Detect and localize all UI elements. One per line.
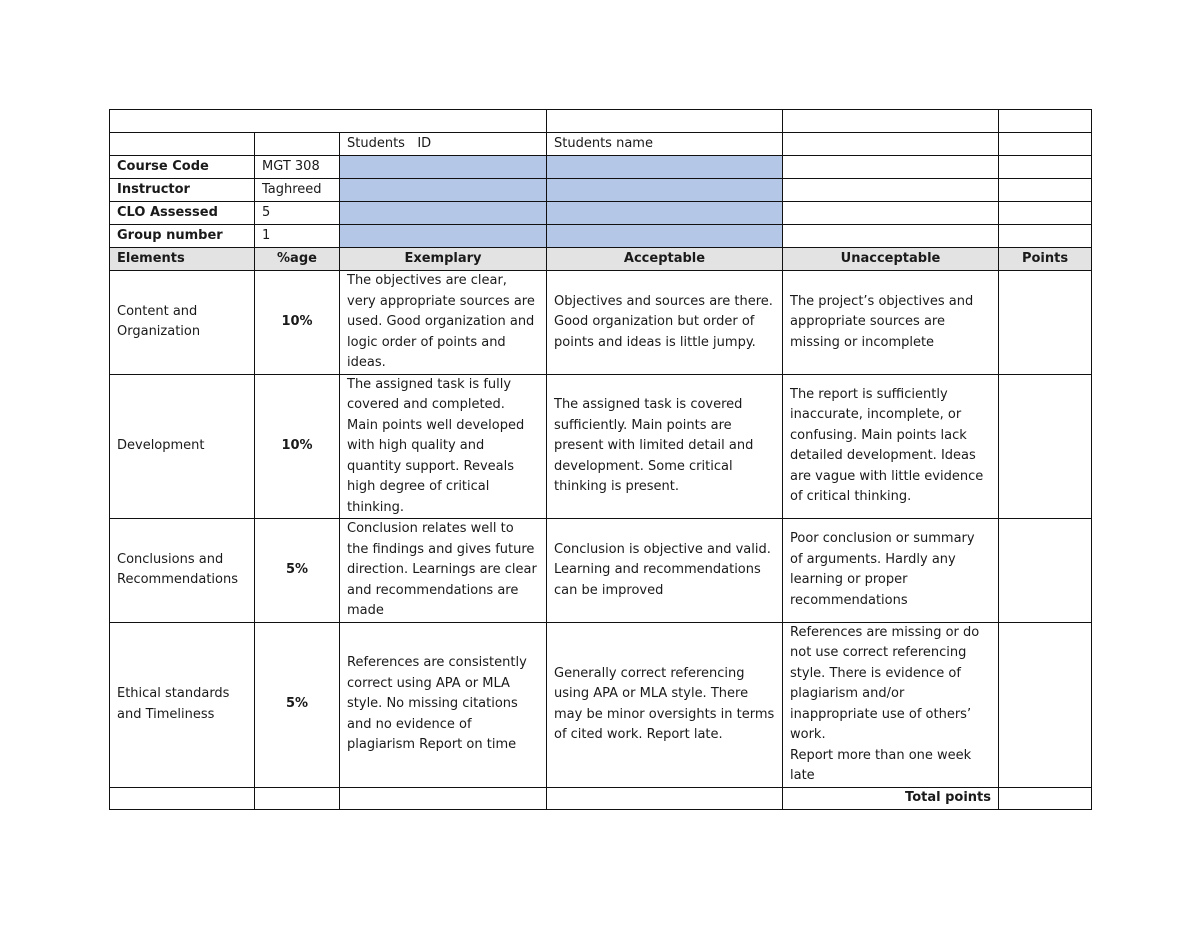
course-code-label: Course Code (110, 156, 255, 179)
criterion-exemplary: References are consistently correct using APA or MLA style. No missing citations and no evidence of plagiarism Report on time (340, 622, 547, 787)
group-number-value: 1 (255, 225, 340, 248)
criterion-row (110, 622, 1092, 787)
student-name-field[interactable] (547, 225, 783, 248)
criterion-points-field[interactable] (999, 271, 1092, 375)
total-points-field[interactable] (999, 787, 1092, 809)
empty-cell (783, 179, 999, 202)
criterion-acceptable: Generally correct referencing using APA or MLA style. There may be minor oversights in terms of cited work. Report late. (547, 622, 783, 787)
info-row-group (110, 225, 1092, 248)
criterion-unacceptable-line: References are missing or do not use correct referencing style. There is evidence of plagiarism and/or inappropriate use of others’ work. (790, 624, 980, 742)
group-number-label: Group number (110, 225, 255, 248)
criterion-points-field[interactable] (999, 374, 1092, 519)
criterion-element: Conclusions and Recommendations (110, 519, 255, 623)
rubric-sheet (109, 109, 1092, 810)
criterion-points-field[interactable] (999, 622, 1092, 787)
empty-cell (999, 110, 1092, 133)
student-id-field[interactable] (340, 225, 547, 248)
criterion-percentage: 5% (255, 519, 340, 623)
criterion-acceptable: The assigned task is covered sufficiently. Main points are present with limited detail and development. Some critical thinking is present. (547, 374, 783, 519)
header-percentage: %age (255, 248, 340, 271)
instructor-label: Instructor (110, 179, 255, 202)
criterion-element: Development (110, 374, 255, 519)
info-row-course-code (110, 156, 1092, 179)
student-name-field[interactable] (547, 179, 783, 202)
info-row-clo (110, 202, 1092, 225)
empty-cell (110, 133, 255, 156)
criterion-element: Content and Organization (110, 271, 255, 375)
empty-cell (999, 225, 1092, 248)
empty-cell (110, 787, 255, 809)
rubric-table (109, 109, 1092, 810)
criterion-unacceptable: The report is sufficiently inaccurate, incomplete, or confusing. Main points lack detailed development. Ideas are vague with little evidence of critical thinking. (783, 374, 999, 519)
student-name-field[interactable] (547, 156, 783, 179)
empty-cell (783, 156, 999, 179)
empty-cell (547, 110, 783, 133)
empty-cell (783, 110, 999, 133)
header-unacceptable: Unacceptable (783, 248, 999, 271)
empty-cell (340, 787, 547, 809)
student-id-field[interactable] (340, 156, 547, 179)
instructor-value: Taghreed (255, 179, 340, 202)
criterion-unacceptable (783, 622, 999, 787)
clo-assessed-value: 5 (255, 202, 340, 225)
empty-cell (255, 133, 340, 156)
criterion-exemplary: The assigned task is fully covered and completed. Main points well developed with high quality and quantity support. Reveals high degree of critical thinking. (340, 374, 547, 519)
student-id-field[interactable] (340, 202, 547, 225)
empty-cell (783, 225, 999, 248)
empty-cell (783, 202, 999, 225)
criterion-acceptable: Conclusion is objective and valid. Learning and recommendations can be improved (547, 519, 783, 623)
student-id-field[interactable] (340, 179, 547, 202)
criterion-unacceptable: Poor conclusion or summary of arguments. Hardly any learning or proper recommendations (783, 519, 999, 623)
criterion-acceptable: Objectives and sources are there. Good organization but order of points and ideas is little jumpy. (547, 271, 783, 375)
course-code-value: MGT 308 (255, 156, 340, 179)
total-row (110, 787, 1092, 809)
criteria-header-row (110, 248, 1092, 271)
empty-cell (255, 787, 340, 809)
criterion-exemplary: The objectives are clear, very appropriate sources are used. Good organization and logic order of points and ideas. (340, 271, 547, 375)
empty-cell (110, 110, 547, 133)
empty-cell (547, 787, 783, 809)
criterion-row (110, 271, 1092, 375)
empty-cell (783, 133, 999, 156)
header-elements: Elements (110, 248, 255, 271)
criterion-unacceptable: The project’s objectives and appropriate sources are missing or incomplete (783, 271, 999, 375)
criterion-exemplary: Conclusion relates well to the findings and gives future direction. Learnings are clear and recommendations are made (340, 519, 547, 623)
criterion-row (110, 519, 1092, 623)
blank-top-row (110, 110, 1092, 133)
total-points-label: Total points (783, 787, 999, 809)
students-name-label: Students name (547, 133, 783, 156)
header-acceptable: Acceptable (547, 248, 783, 271)
student-name-field[interactable] (547, 202, 783, 225)
student-header-row (110, 133, 1092, 156)
info-row-instructor (110, 179, 1092, 202)
header-points: Points (999, 248, 1092, 271)
criterion-unacceptable-line: Report more than one week late (790, 747, 972, 783)
empty-cell (999, 133, 1092, 156)
criterion-percentage: 10% (255, 374, 340, 519)
criterion-row (110, 374, 1092, 519)
empty-cell (999, 179, 1092, 202)
criterion-percentage: 5% (255, 622, 340, 787)
clo-assessed-label: CLO Assessed (110, 202, 255, 225)
criterion-percentage: 10% (255, 271, 340, 375)
criterion-element: Ethical standards and Timeliness (110, 622, 255, 787)
criterion-points-field[interactable] (999, 519, 1092, 623)
header-exemplary: Exemplary (340, 248, 547, 271)
students-id-label: Students ID (340, 133, 547, 156)
empty-cell (999, 202, 1092, 225)
empty-cell (999, 156, 1092, 179)
